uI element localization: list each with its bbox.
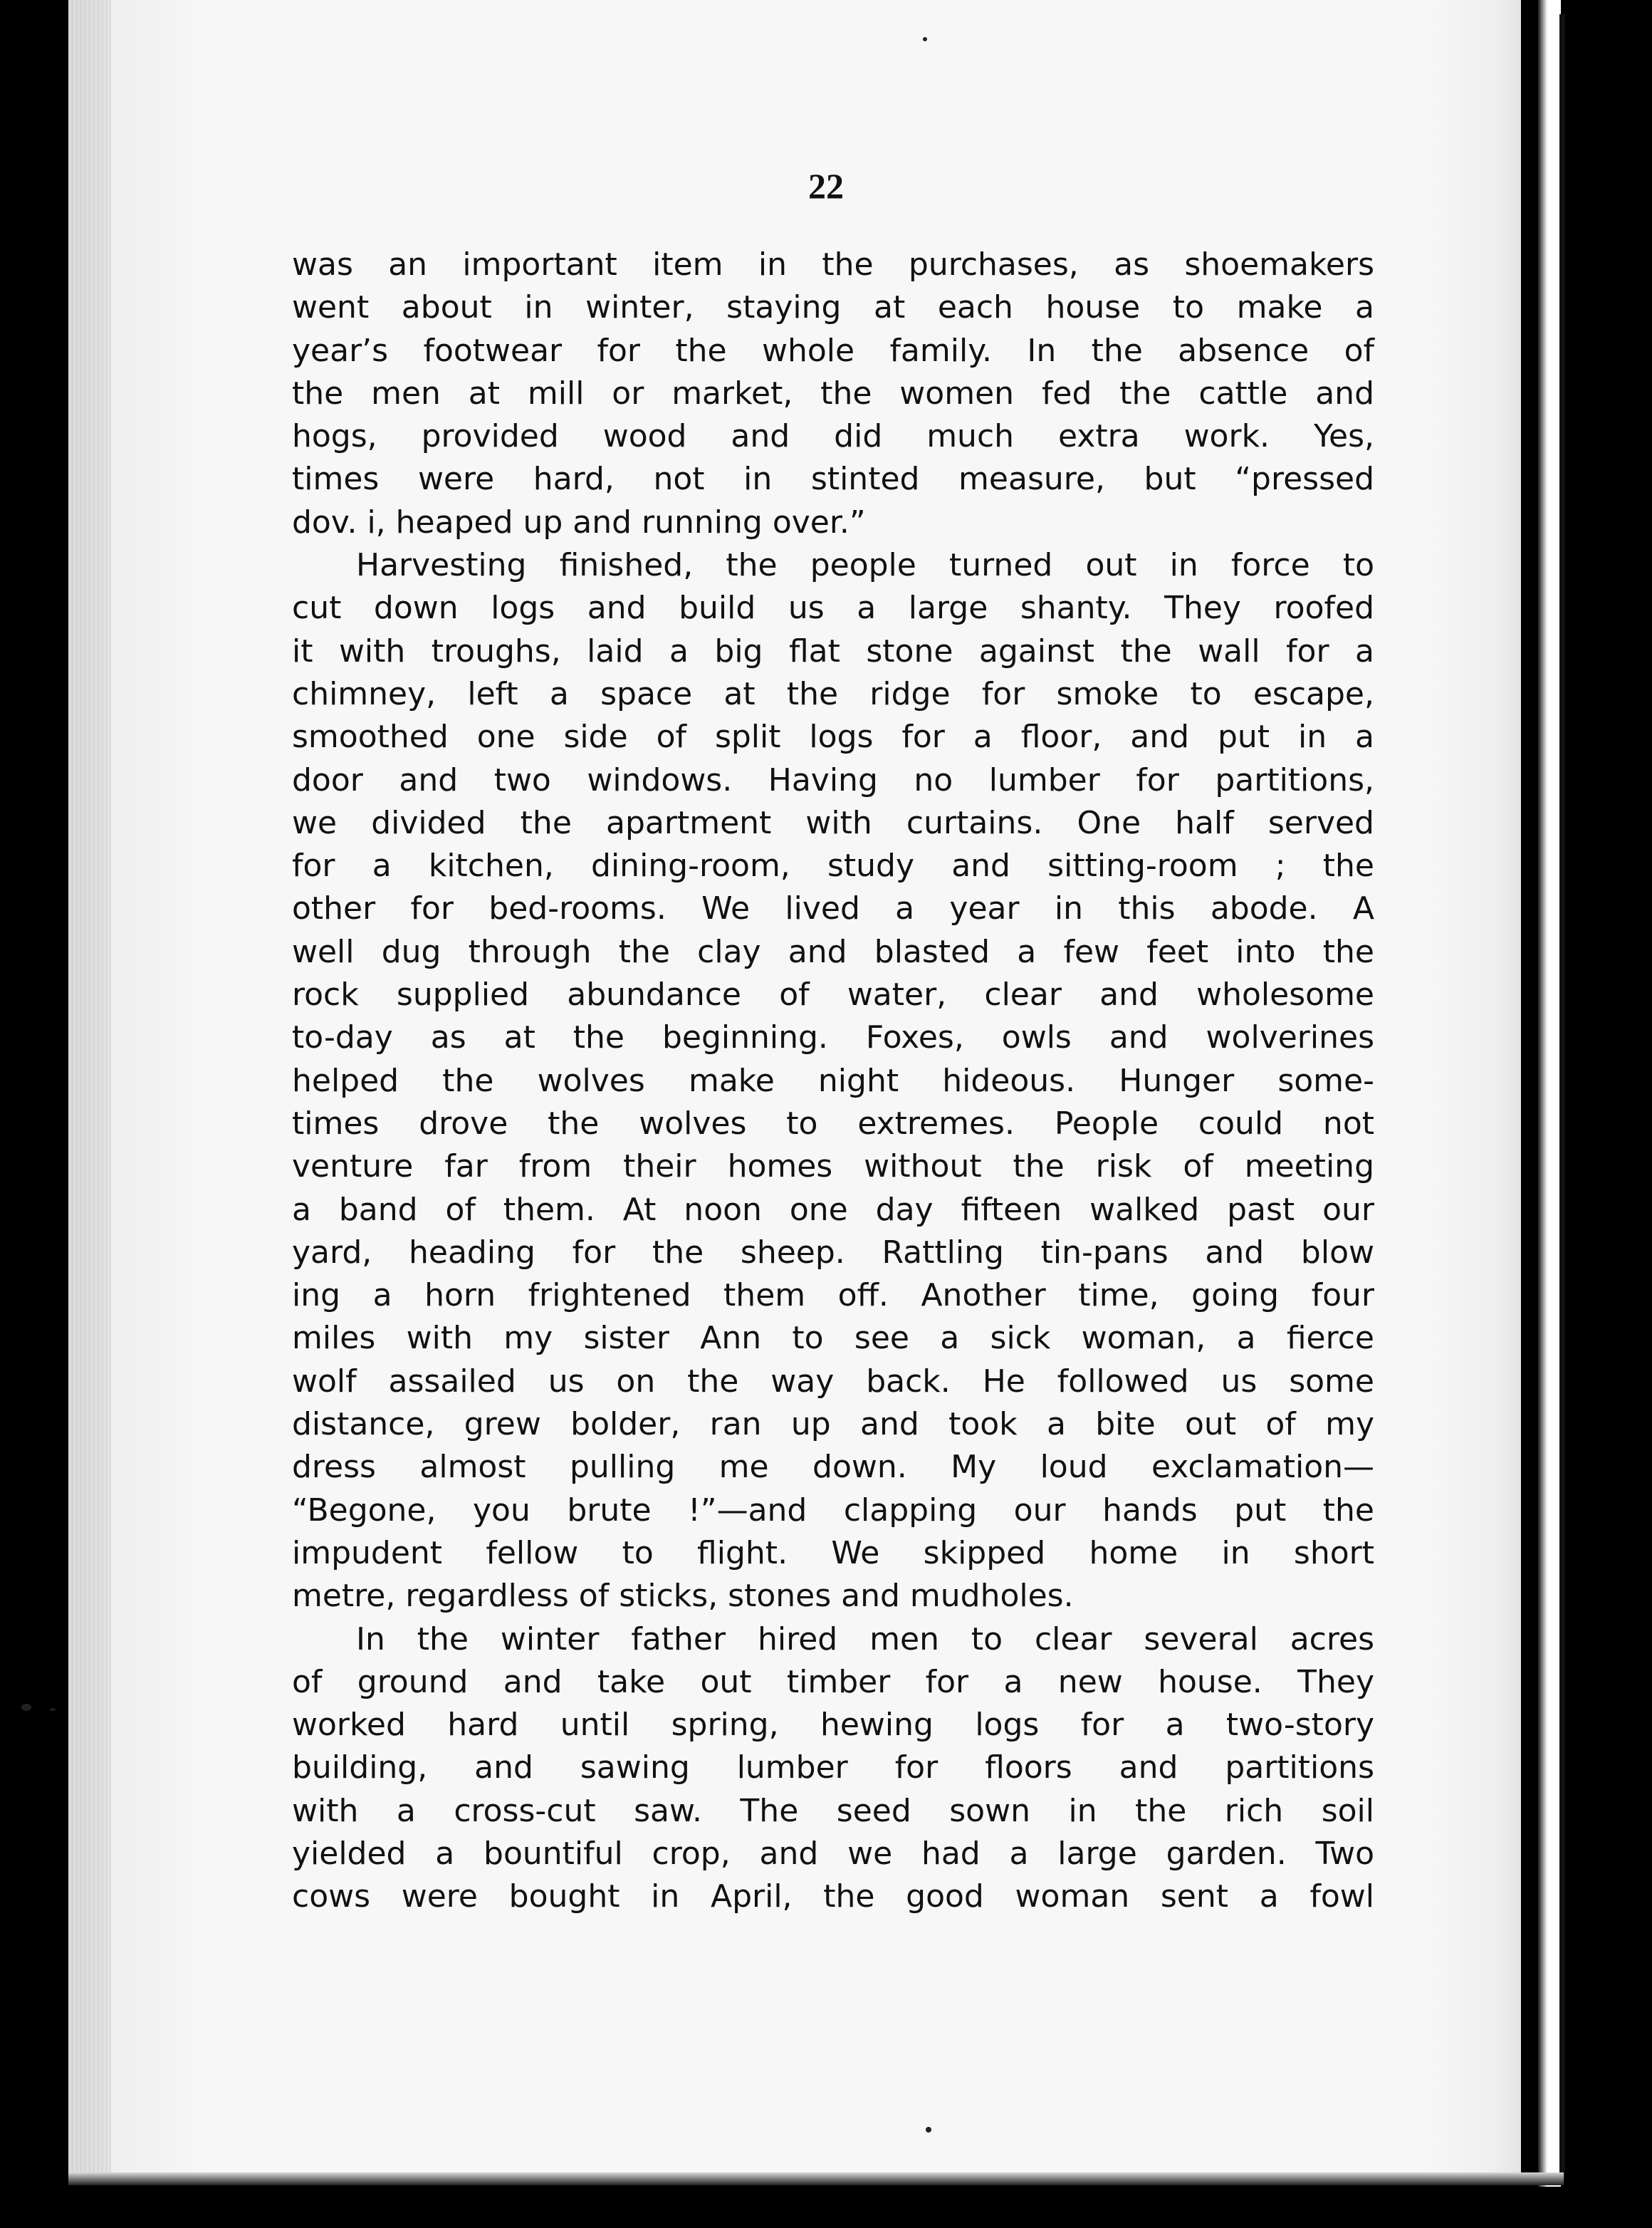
text-line: metre, regardless of sticks, stones and mudholes.: [292, 1578, 1074, 1615]
text-line: helped the wolves make night hideous. Hunger some-: [292, 1062, 1374, 1099]
text-line: Harvesting finished, the people turned out in force to: [356, 547, 1374, 584]
text-line: miles with my sister Ann to see a sick woman, a fierce: [292, 1320, 1374, 1357]
text-line: ing a horn frightened them off. Another time, going four: [292, 1277, 1374, 1314]
text-line: hogs, provided wood and did much extra work. Yes,: [292, 418, 1374, 455]
text-line: cows were bought in April, the good woman sent a fowl: [292, 1878, 1374, 1915]
text-line: chimney, left a space at the ridge for smoke to escape,: [292, 675, 1374, 712]
scan-speck: [21, 1704, 31, 1711]
text-line: dov. i, heaped up and running over.”: [292, 504, 866, 541]
page-edge-line: [1559, 14, 1565, 2180]
scan-speck: [923, 37, 927, 41]
text-line: “Begone, you brute !”—and clapping our hands put the: [292, 1492, 1374, 1529]
text-line: distance, grew bolder, ran up and took a bite out of my: [292, 1406, 1374, 1443]
scan-speck: [926, 2127, 931, 2133]
scan-speck: [50, 1708, 56, 1711]
text-line: a band of them. At noon one day fifteen walked past our: [292, 1191, 1374, 1228]
text-line: went about in winter, staying at each house to make a: [292, 289, 1374, 326]
page-bottom-edge: [68, 2172, 1564, 2185]
text-line: smoothed one side of split logs for a floor, and put in a: [292, 719, 1374, 756]
text-line: it with troughs, laid a big flat stone against the wall for a: [292, 633, 1374, 670]
text-line: we divided the apartment with curtains. One half served: [292, 804, 1374, 841]
text-line: with a cross-cut saw. The seed sown in the rich soil: [292, 1792, 1374, 1829]
text-line: year’s footwear for the whole family. In the absence of: [292, 332, 1374, 369]
binding-gutter: [68, 0, 111, 2172]
text-line: yard, heading for the sheep. Rattling tin-pans and blow: [292, 1234, 1374, 1271]
text-line: to-day as at the beginning. Foxes, owls and wolverines: [292, 1019, 1374, 1056]
text-line: dress almost pulling me down. My loud exclamation—: [292, 1449, 1374, 1486]
text-line: times drove the wolves to extremes. People could not: [292, 1105, 1374, 1142]
page-number: 22: [808, 166, 844, 206]
text-line: impudent fellow to flight. We skipped home in short: [292, 1534, 1374, 1571]
text-line: the men at mill or market, the women fed the cattle and: [292, 375, 1374, 412]
text-line: was an important item in the purchases, as shoemakers: [292, 246, 1374, 283]
page-right-edge: [1538, 0, 1561, 2187]
text-line: of ground and take out timber for a new house. They: [292, 1663, 1374, 1700]
text-line: door and two windows. Having no lumber for partitions,: [292, 761, 1374, 798]
text-line: yielded a bountiful crop, and we had a large garden. Two: [292, 1835, 1374, 1872]
text-line: for a kitchen, dining-room, study and sitting-room ; the: [292, 848, 1374, 885]
text-line: worked hard until spring, hewing logs for a two-story: [292, 1707, 1374, 1744]
text-line: other for bed-rooms. We lived a year in this abode. A: [292, 890, 1374, 927]
body-text: [292, 244, 1374, 1919]
text-line: building, and sawing lumber for floors and partitions: [292, 1749, 1374, 1786]
text-line: rock supplied abundance of water, clear and wholesome: [292, 977, 1374, 1014]
text-line: venture far from their homes without the risk of meeting: [292, 1148, 1374, 1185]
text-line: wolf assailed us on the way back. He followed us some: [292, 1363, 1374, 1400]
text-line: cut down logs and build us a large shanty. They roofed: [292, 590, 1374, 627]
text-line: well dug through the clay and blasted a few feet into the: [292, 933, 1374, 970]
text-line: In the winter father hired men to clear several acres: [356, 1620, 1374, 1657]
text-line: times were hard, not in stinted measure, but “pressed: [292, 461, 1374, 498]
